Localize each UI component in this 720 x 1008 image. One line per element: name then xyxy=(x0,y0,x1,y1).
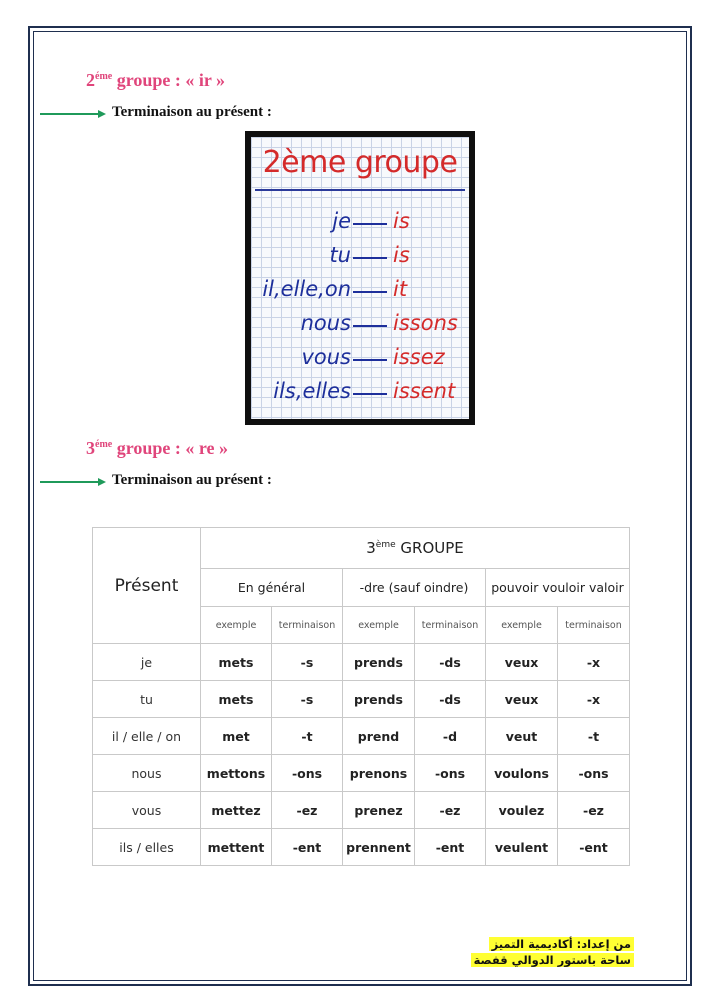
conjugation-table xyxy=(92,527,630,866)
table-cell: prenons xyxy=(343,755,415,792)
table-cell: prend xyxy=(343,718,415,755)
main-sup: ème xyxy=(375,540,396,550)
sub-header: exemple xyxy=(486,607,558,644)
pronoun-cell: nous xyxy=(93,755,201,792)
table-cell: -ez xyxy=(558,792,630,829)
table-cell: mettent xyxy=(201,829,272,866)
section-3-title: groupe : « re » xyxy=(116,438,229,458)
conjugation-poster xyxy=(245,131,475,425)
table-row xyxy=(93,829,630,866)
table-cell: mets xyxy=(201,681,272,718)
poster-pronoun: vous xyxy=(301,345,351,369)
poster-row xyxy=(251,243,469,273)
main-title: GROUPE xyxy=(400,539,464,557)
poster-ending: it xyxy=(393,277,408,301)
pronoun-cell: tu xyxy=(93,681,201,718)
poster-dash xyxy=(353,325,387,327)
table-cell: -d xyxy=(415,718,486,755)
table-cell: -ent xyxy=(272,829,343,866)
table-cell: mettons xyxy=(201,755,272,792)
table-row xyxy=(93,644,630,681)
poster-ending: issons xyxy=(393,311,458,335)
poster-dash xyxy=(353,393,387,395)
table-cell: prennent xyxy=(343,829,415,866)
sub-header: terminaison xyxy=(415,607,486,644)
group-main-header xyxy=(201,528,630,569)
table-cell: -ez xyxy=(415,792,486,829)
poster-ending: issez xyxy=(393,345,445,369)
poster-dash xyxy=(353,223,387,225)
table-cell: -x xyxy=(558,644,630,681)
table-cell: -s xyxy=(272,644,343,681)
poster-row xyxy=(251,311,469,341)
poster-row xyxy=(251,379,469,409)
present-header: Présent xyxy=(93,528,201,644)
poster-row xyxy=(251,209,469,239)
credit-line-2: ساحة باستور الدوالي قفصة xyxy=(471,953,634,967)
table-cell: -ent xyxy=(558,829,630,866)
section-3-heading xyxy=(86,438,228,459)
table-cell: -ds xyxy=(415,644,486,681)
poster-pronoun: je xyxy=(332,209,351,233)
sub-header: terminaison xyxy=(558,607,630,644)
poster-pronoun: tu xyxy=(329,243,351,267)
sub-header: exemple xyxy=(201,607,272,644)
credit-line-1: من إعداد: أكاديمية التميز xyxy=(489,937,634,951)
poster-dash xyxy=(353,291,387,293)
table-cell: -s xyxy=(272,681,343,718)
section-2-number: 2 xyxy=(86,70,95,90)
table-cell: prends xyxy=(343,681,415,718)
table-cell: veux xyxy=(486,681,558,718)
poster-pronoun: ils,elles xyxy=(273,379,351,403)
poster-pronoun: nous xyxy=(300,311,351,335)
pronoun-cell: je xyxy=(93,644,201,681)
pronoun-cell: ils / elles xyxy=(93,829,201,866)
section-3-number: 3 xyxy=(86,438,95,458)
section-2-sup: éme xyxy=(95,71,113,82)
sub-header: exemple xyxy=(343,607,415,644)
table-cell: -ons xyxy=(272,755,343,792)
table-cell: -ent xyxy=(415,829,486,866)
poster-ending: is xyxy=(393,243,410,267)
arrow-right-icon xyxy=(40,109,106,119)
table-cell: -x xyxy=(558,681,630,718)
table-cell: -t xyxy=(558,718,630,755)
table-cell: voulons xyxy=(486,755,558,792)
table-cell: -ez xyxy=(272,792,343,829)
table-cell: veut xyxy=(486,718,558,755)
arrow-right-icon xyxy=(40,477,106,487)
table-cell: -ons xyxy=(558,755,630,792)
table-cell: -ons xyxy=(415,755,486,792)
poster-row xyxy=(251,345,469,375)
poster-row xyxy=(251,277,469,307)
section-3-sup: éme xyxy=(95,439,113,450)
poster-title: 2ème groupe xyxy=(262,145,458,180)
table-cell: prenez xyxy=(343,792,415,829)
poster-ending: is xyxy=(393,209,410,233)
group-header: pouvoir vouloir valoir xyxy=(486,569,630,607)
group-header: En général xyxy=(201,569,343,607)
table-cell: veux xyxy=(486,644,558,681)
table-row xyxy=(93,718,630,755)
table-cell: -t xyxy=(272,718,343,755)
table-cell: prends xyxy=(343,644,415,681)
main-num: 3 xyxy=(366,539,376,557)
table-cell: met xyxy=(201,718,272,755)
table-row xyxy=(93,681,630,718)
poster-pronoun: il,elle,on xyxy=(262,277,351,301)
poster-divider xyxy=(255,189,465,191)
section-2-title: groupe : « ir » xyxy=(116,70,226,90)
poster-dash xyxy=(353,359,387,361)
table-cell: mettez xyxy=(201,792,272,829)
table-cell: -ds xyxy=(415,681,486,718)
section-3-subline: Terminaison au présent : xyxy=(112,472,272,488)
poster-ending: issent xyxy=(393,379,456,403)
table-cell: mets xyxy=(201,644,272,681)
sub-header: terminaison xyxy=(272,607,343,644)
section-2-heading xyxy=(86,70,225,91)
table-cell: voulez xyxy=(486,792,558,829)
poster-grid xyxy=(251,137,469,419)
pronoun-cell: vous xyxy=(93,792,201,829)
poster-dash xyxy=(353,257,387,259)
pronoun-cell: il / elle / on xyxy=(93,718,201,755)
group-header: -dre (sauf oindre) xyxy=(343,569,486,607)
table-row xyxy=(93,755,630,792)
table-cell: veulent xyxy=(486,829,558,866)
table-row xyxy=(93,792,630,829)
section-2-subline: Terminaison au présent : xyxy=(112,104,272,120)
